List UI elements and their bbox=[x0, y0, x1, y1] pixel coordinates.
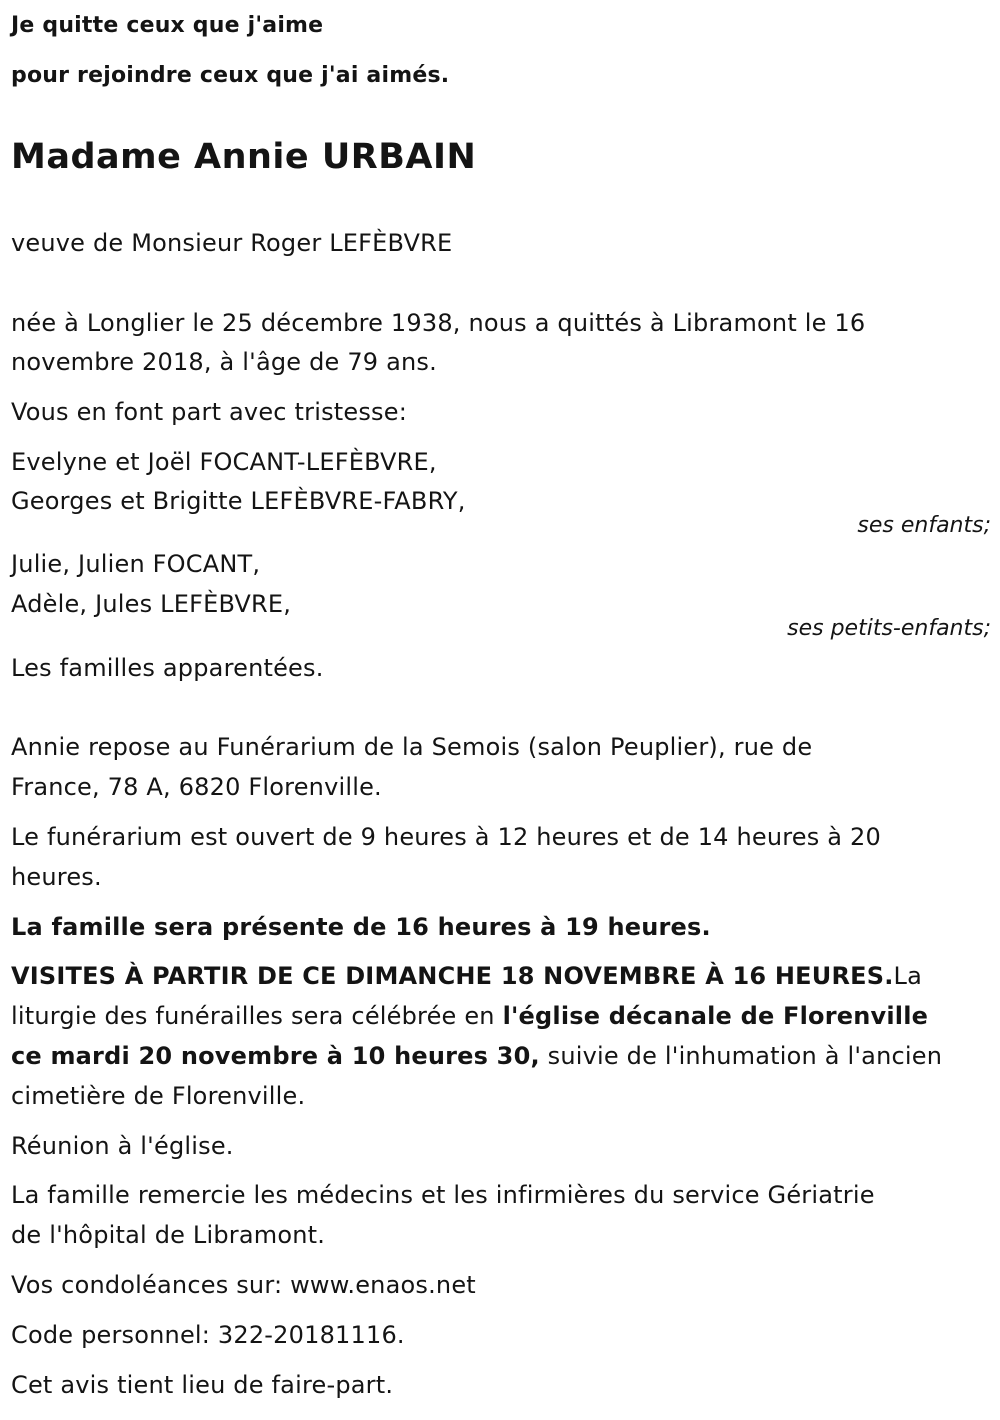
funeral-line-1-rest: La bbox=[893, 962, 923, 990]
grandchildren-line-1: Julie, Julien FOCANT, bbox=[11, 550, 261, 578]
funeral-line-2 bbox=[11, 996, 928, 1036]
meeting-line: Réunion à l'église. bbox=[11, 1132, 234, 1160]
visits-announcement: VISITES À PARTIR DE CE DIMANCHE 18 NOVEMBRE À 16 HEURES. bbox=[11, 962, 894, 990]
quote-line-1: Je quitte ceux que j'aime bbox=[11, 13, 324, 38]
children-line-1: Evelyne et Joël FOCANT-LEFÈBVRE, bbox=[11, 448, 437, 476]
birth-death-line-1: née à Longlier le 25 décembre 1938, nous a quittés à Libramont le 16 bbox=[11, 309, 866, 337]
quote-line-2: pour rejoindre ceux que j'ai aimés. bbox=[11, 63, 450, 88]
children-label: ses enfants; bbox=[857, 513, 991, 538]
funeral-line-2-text: liturgie des funérailles sera célébrée en bbox=[11, 1002, 503, 1030]
grandchildren-line-2: Adèle, Jules LEFÈBVRE, bbox=[11, 590, 292, 618]
deceased-name: Madame Annie URBAIN bbox=[11, 137, 477, 177]
children-line-2: Georges et Brigitte LEFÈBVRE-FABRY, bbox=[11, 487, 466, 515]
thanks-line-1: La famille remercie les médecins et les infirmières du service Gériatrie bbox=[11, 1181, 875, 1209]
grandchildren-label: ses petits-enfants; bbox=[787, 616, 991, 641]
funeral-line-3-text: suivie de l'inhumation à l'ancien bbox=[539, 1042, 943, 1070]
hours-line-1: Le funérarium est ouvert de 9 heures à 12 heures et de 14 heures à 20 bbox=[11, 823, 881, 851]
rest-line-2: France, 78 A, 6820 Florenville. bbox=[11, 773, 382, 801]
funeral-line-4: cimetière de Florenville. bbox=[11, 1082, 306, 1110]
funeral-line-1 bbox=[11, 956, 922, 996]
families-line: Les familles apparentées. bbox=[11, 654, 324, 682]
condolences-line: Vos condoléances sur: www.enaos.net bbox=[11, 1271, 476, 1299]
personal-code-line: Code personnel: 322-20181116. bbox=[11, 1321, 405, 1349]
closing-line: Cet avis tient lieu de faire-part. bbox=[11, 1371, 394, 1399]
announcement-line: Vous en font part avec tristesse: bbox=[11, 398, 408, 426]
funeral-line-3 bbox=[11, 1036, 942, 1076]
rest-line-1: Annie repose au Funérarium de la Semois (salon Peuplier), rue de bbox=[11, 733, 813, 761]
funeral-date: ce mardi 20 novembre à 10 heures 30, bbox=[11, 1042, 540, 1070]
thanks-line-2: de l'hôpital de Libramont. bbox=[11, 1221, 326, 1249]
spouse-line: veuve de Monsieur Roger LEFÈBVRE bbox=[11, 229, 453, 257]
church-name: l'église décanale de Florenville bbox=[502, 1002, 929, 1030]
birth-death-line-2: novembre 2018, à l'âge de 79 ans. bbox=[11, 348, 437, 376]
family-presence-line: La famille sera présente de 16 heures à 19 heures. bbox=[11, 913, 711, 941]
hours-line-2: heures. bbox=[11, 863, 102, 891]
